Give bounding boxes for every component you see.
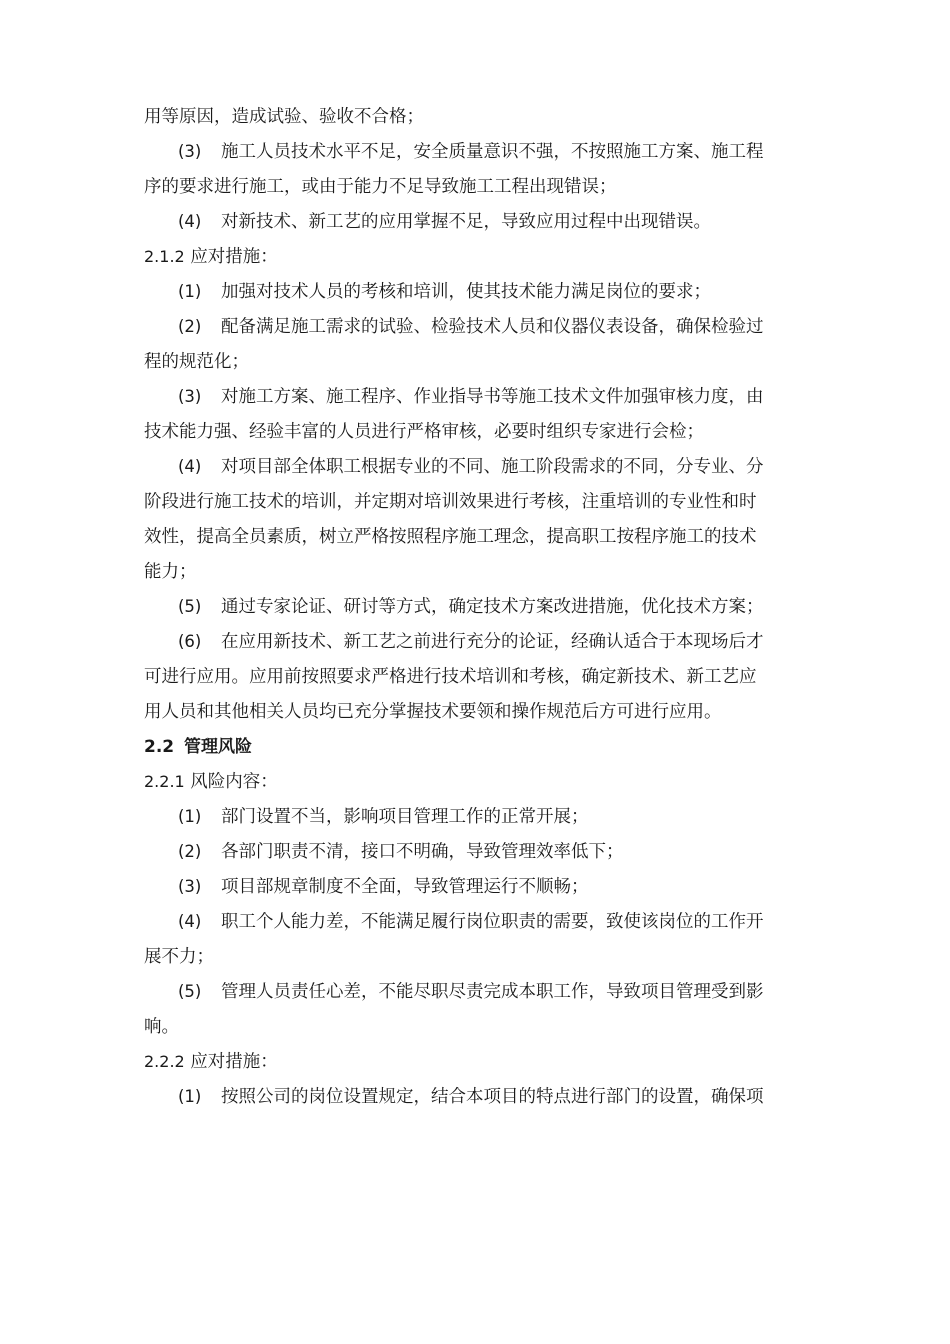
list-item-line — [144, 485, 808, 519]
list-item-text: 加强对技术人员的考核和培训，使其技术能力满足岗位的要求； — [221, 282, 711, 302]
subsection-text: 风险内容： — [190, 772, 278, 792]
list-item-number: (4) — [178, 912, 202, 931]
subsection-text: 应对措施： — [190, 1052, 278, 1072]
list-item-first-line — [144, 905, 808, 939]
list-item-number: (6) — [178, 632, 202, 651]
list-item-line — [144, 660, 808, 694]
list-item-first-line — [144, 800, 808, 834]
list-item-number: (2) — [178, 842, 202, 861]
subsection-title — [144, 240, 808, 274]
list-item-first-line — [144, 870, 808, 904]
list-item-text: 按照公司的岗位设置规定，结合本项目的特点进行部门的设置，确保项 — [221, 1087, 764, 1107]
document-page — [144, 100, 808, 1115]
list-item-first-line — [144, 205, 808, 239]
list-item-first-line — [144, 450, 808, 484]
list-item-number: (1) — [178, 807, 202, 826]
list-item-text: 序的要求进行施工，或由于能力不足导致施工工程出现错误； — [144, 177, 617, 197]
list-item-text: 各部门职责不清，接口不明确，导致管理效率低下； — [221, 842, 624, 862]
list-item-text: 响。 — [144, 1017, 179, 1037]
subsection-number: 2.2.2 — [144, 1052, 185, 1071]
list-item-text: 对项目部全体职工根据专业的不同、施工阶段需求的不同，分专业、分 — [221, 457, 764, 477]
list-item-text: 职工个人能力差，不能满足履行岗位职责的需要，致使该岗位的工作开 — [221, 912, 764, 932]
list-item-text: 对施工方案、施工程序、作业指导书等施工技术文件加强审核力度，由 — [221, 387, 764, 407]
list-item-number: (3) — [178, 877, 202, 896]
list-item-line — [144, 345, 808, 379]
list-item-line — [144, 1010, 808, 1044]
subsection-number: 2.1.2 — [144, 247, 185, 266]
list-item-text: 能力； — [144, 562, 197, 582]
list-item-text: 项目部规章制度不全面，导致管理运行不顺畅； — [221, 877, 589, 897]
list-item-number: (3) — [178, 142, 202, 161]
list-item-number: (4) — [178, 457, 202, 476]
list-item-text: 部门设置不当，影响项目管理工作的正常开展； — [221, 807, 589, 827]
list-item-line — [144, 170, 808, 204]
list-item-first-line — [144, 975, 808, 1009]
list-item-text: 管理人员责任心差，不能尽职尽责完成本职工作，导致项目管理受到影 — [221, 982, 764, 1002]
list-item-number: (1) — [178, 1087, 202, 1106]
list-item-number: (5) — [178, 597, 202, 616]
list-item-line — [144, 520, 808, 554]
list-item-first-line — [144, 380, 808, 414]
list-item-first-line — [144, 1080, 808, 1114]
list-item-text: 在应用新技术、新工艺之前进行充分的论证，经确认适合于本现场后才 — [221, 632, 764, 652]
list-item-first-line — [144, 835, 808, 869]
list-item-text: 用人员和其他相关人员均已充分掌握技术要领和操作规范后方可进行应用。 — [144, 702, 722, 722]
section-title: 管理风险 — [184, 737, 252, 757]
subsection-text: 应对措施： — [190, 247, 278, 267]
list-item-first-line — [144, 275, 808, 309]
section-heading — [144, 730, 808, 764]
list-item-text: 阶段进行施工技术的培训，并定期对培训效果进行考核，注重培训的专业性和时 — [144, 492, 757, 512]
list-item-first-line — [144, 625, 808, 659]
list-item-line — [144, 415, 808, 449]
list-item-number: (3) — [178, 387, 202, 406]
list-item-first-line — [144, 310, 808, 344]
list-item-text: 效性，提高全员素质，树立严格按照程序施工理念，提高职工按程序施工的技术 — [144, 527, 757, 547]
list-item-number: (5) — [178, 982, 202, 1001]
list-item-line — [144, 555, 808, 589]
list-item-line — [144, 695, 808, 729]
subsection-title — [144, 765, 808, 799]
list-item-text: 施工人员技术水平不足，安全质量意识不强，不按照施工方案、施工程 — [221, 142, 764, 162]
list-item-text: 技术能力强、经验丰富的人员进行严格审核，必要时组织专家进行会检； — [144, 422, 704, 442]
list-item-line — [144, 940, 808, 974]
list-item-text: 可进行应用。应用前按照要求严格进行技术培训和考核，确定新技术、新工艺应 — [144, 667, 757, 687]
paragraph-line: 用等原因，造成试验、验收不合格； — [144, 107, 424, 127]
list-item-text: 展不力； — [144, 947, 214, 967]
list-item-number: (4) — [178, 212, 202, 231]
list-item-text: 通过专家论证、研讨等方式，确定技术方案改进措施，优化技术方案； — [221, 597, 764, 617]
list-item-text: 配备满足施工需求的试验、检验技术人员和仪器仪表设备，确保检验过 — [221, 317, 764, 337]
list-item-first-line — [144, 135, 808, 169]
list-item-text: 程的规范化； — [144, 352, 249, 372]
list-item-number: (2) — [178, 317, 202, 336]
list-item-first-line — [144, 590, 808, 624]
list-item-text: 对新技术、新工艺的应用掌握不足，导致应用过程中出现错误。 — [221, 212, 711, 232]
subsection-number: 2.2.1 — [144, 772, 185, 791]
list-item-number: (1) — [178, 282, 202, 301]
subsection-title — [144, 1045, 808, 1079]
section-number: 2.2 — [144, 737, 175, 757]
